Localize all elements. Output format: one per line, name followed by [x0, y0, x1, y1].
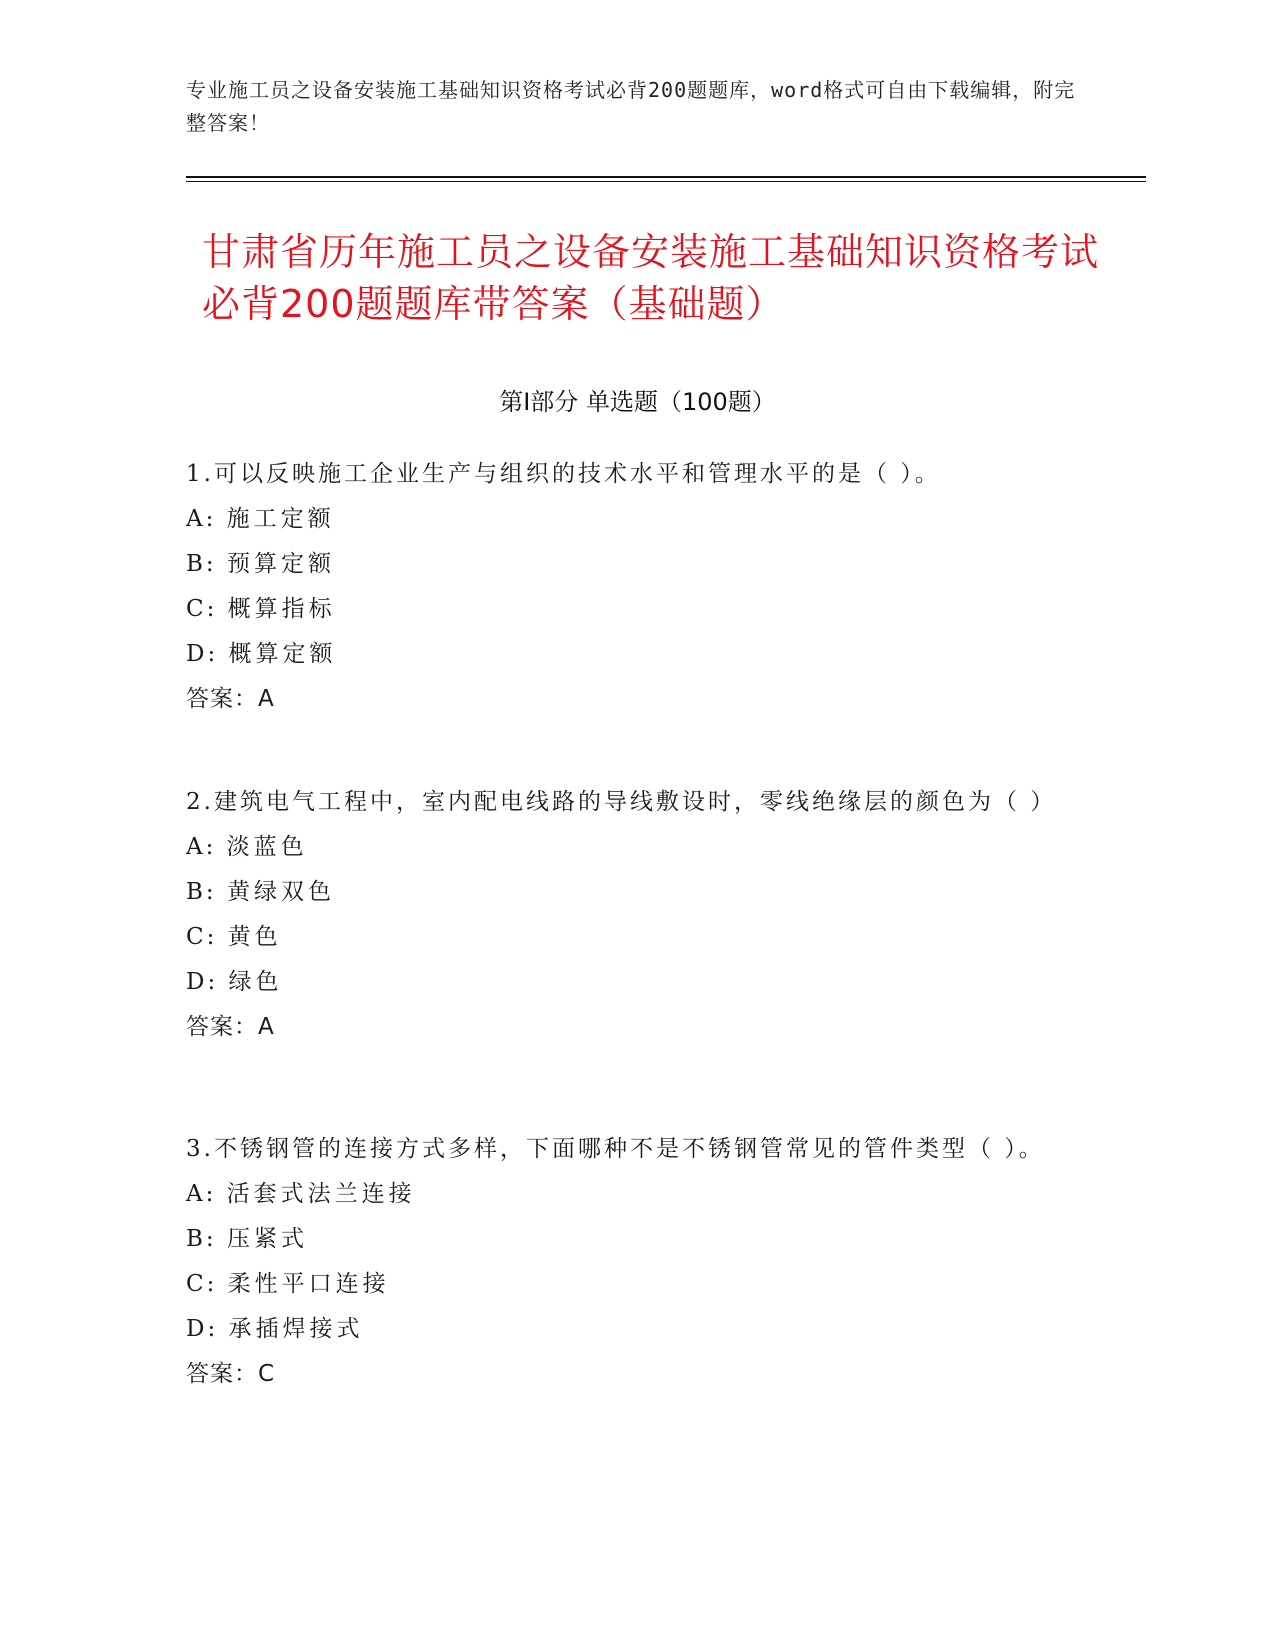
option-key: D: [186, 969, 219, 995]
option-d [186, 632, 1066, 677]
option-key: D: [186, 1316, 219, 1342]
option-a [186, 1172, 1066, 1217]
option-key: B: [186, 1226, 217, 1252]
answer-value: C [258, 1361, 276, 1387]
header-divider-thin [186, 181, 1146, 182]
option-text: 黄绿双色 [226, 879, 335, 905]
option-text: 绿色 [228, 969, 283, 995]
option-d [186, 960, 1066, 1005]
option-key: D: [186, 641, 219, 667]
answer-line [186, 1352, 1066, 1397]
option-text: 柔性平口连接 [227, 1271, 390, 1297]
intro-text: 专业施工员之设备安装施工基础知识资格考试必背200题题库，word格式可自由下载编辑，附完整答案！ [186, 78, 1076, 135]
option-key: C: [186, 596, 218, 622]
option-key: B: [186, 879, 217, 905]
option-b [186, 870, 1066, 915]
option-key: C: [186, 1271, 218, 1297]
answer-line [186, 1005, 1066, 1050]
option-c [186, 915, 1066, 960]
option-text: 承插焊接式 [228, 1316, 364, 1342]
option-a [186, 497, 1066, 542]
option-c [186, 1262, 1066, 1307]
option-a [186, 825, 1066, 870]
question-3 [186, 1127, 1066, 1397]
option-text: 活套式法兰连接 [226, 1181, 416, 1207]
question-stem: 3.不锈钢管的连接方式多样，下面哪种不是不锈钢管常见的管件类型（ ）。 [186, 1136, 1045, 1162]
answer-value: A [258, 1014, 275, 1040]
answer-value: A [258, 686, 275, 712]
section-heading: 第Ⅰ部分 单选题（100题） [499, 388, 776, 416]
answer-label: 答案： [186, 1361, 258, 1387]
document-title: 甘肃省历年施工员之设备安装施工基础知识资格考试必背200题题库带答案（基础题） [202, 230, 1100, 326]
header-divider-thick [186, 176, 1146, 178]
option-key: A: [186, 506, 217, 532]
option-key: C: [186, 924, 218, 950]
option-key: A: [186, 1181, 217, 1207]
option-text: 概算指标 [227, 596, 336, 622]
option-text: 压紧式 [226, 1226, 308, 1252]
question-2 [186, 780, 1066, 1050]
option-text: 预算定额 [226, 551, 335, 577]
option-text: 黄色 [227, 924, 282, 950]
answer-label: 答案： [186, 1014, 258, 1040]
option-c [186, 587, 1066, 632]
option-text: 概算定额 [228, 641, 337, 667]
question-1 [186, 452, 1066, 722]
option-text: 施工定额 [226, 506, 335, 532]
option-key: B: [186, 551, 217, 577]
option-d [186, 1307, 1066, 1352]
question-stem: 1.可以反映施工企业生产与组织的技术水平和管理水平的是（ ）。 [186, 461, 941, 487]
option-b [186, 1217, 1066, 1262]
option-key: A: [186, 834, 217, 860]
answer-label: 答案： [186, 686, 258, 712]
answer-line [186, 677, 1066, 722]
option-text: 淡蓝色 [226, 834, 308, 860]
question-stem: 2.建筑电气工程中，室内配电线路的导线敷设时，零线绝缘层的颜色为（ ） [186, 789, 1057, 815]
option-b [186, 542, 1066, 587]
